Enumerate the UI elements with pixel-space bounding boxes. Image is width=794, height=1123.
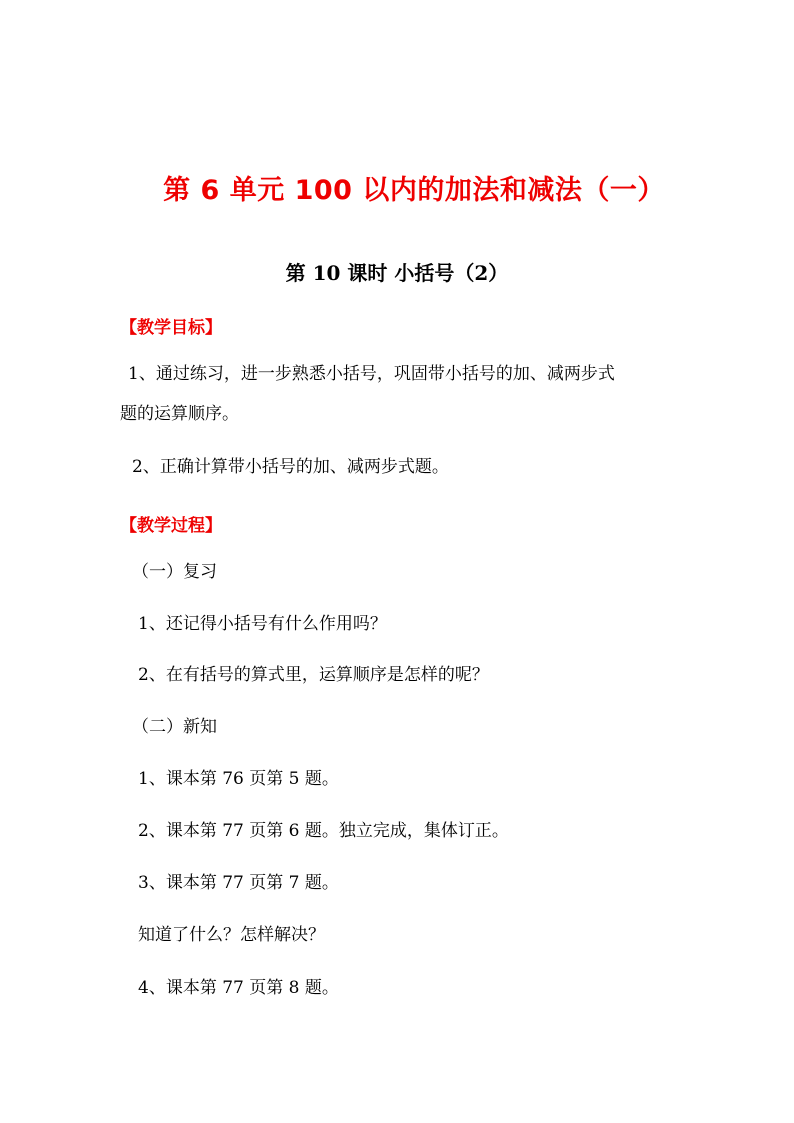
process-item: 4、课本第 77 页第 8 题。 [138,978,339,998]
process-item: 知道了什么？怎样解决？ [138,925,325,945]
goal-line-1: 1、通过练习，进一步熟悉小括号，巩固带小括号的加、减两步式 [128,364,615,384]
goals-heading: 【教学目标】 [120,318,222,338]
goal-line-1-continued: 题的运算顺序。 [120,404,239,424]
process-item: 2、课本第 77 页第 6 题。独立完成，集体订正。 [138,821,509,841]
lesson-title: 第 10 课时 小括号（2） [285,261,509,285]
goal-line-2: 2、正确计算带小括号的加、减两步式题。 [132,457,449,477]
process-item: 3、课本第 77 页第 7 题。 [138,873,339,893]
process-item: 2、在有括号的算式里，运算顺序是怎样的呢？ [138,665,489,685]
unit-title: 第 6 单元 100 以内的加法和减法（一） [163,175,665,206]
process-step-review: （一）复习 [132,562,217,582]
process-step-new: （二）新知 [132,717,217,737]
process-item: 1、课本第 76 页第 5 题。 [138,769,339,789]
process-heading: 【教学过程】 [120,516,222,536]
process-item: 1、还记得小括号有什么作用吗？ [138,614,387,634]
